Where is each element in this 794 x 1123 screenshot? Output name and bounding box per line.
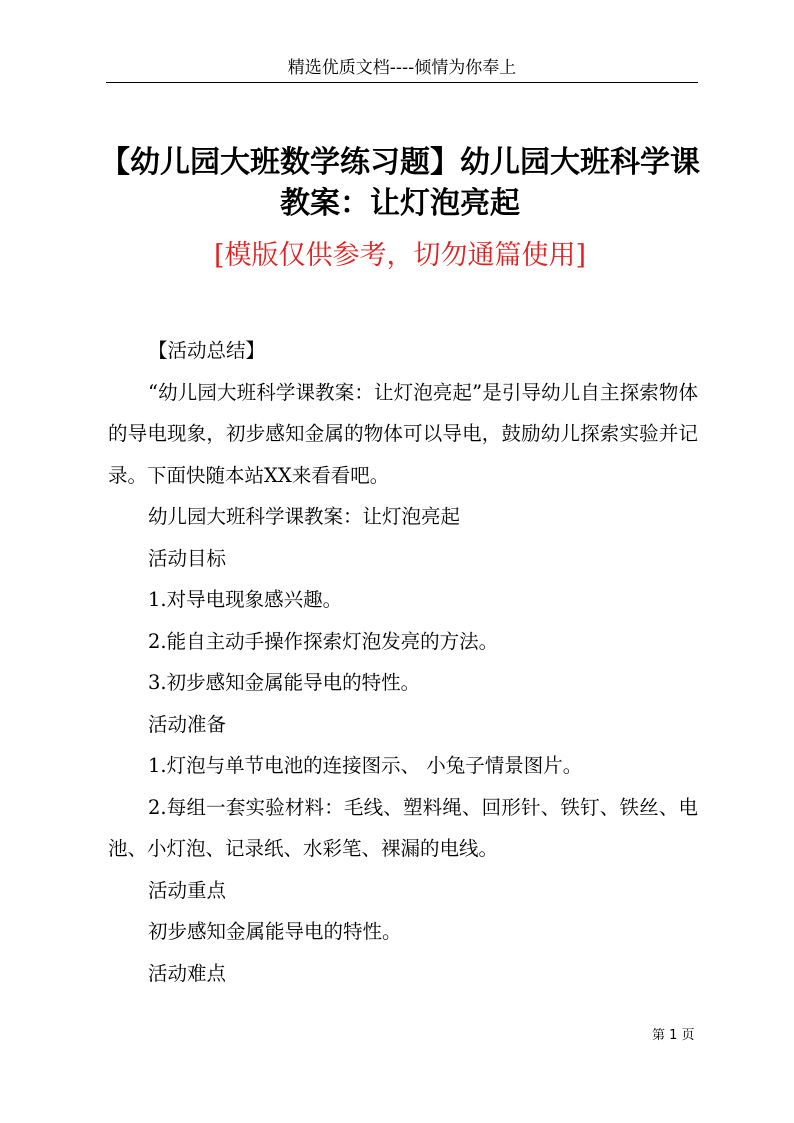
page-number: 第 1 页 — [652, 1028, 695, 1043]
document-title — [100, 142, 700, 224]
preparation-item: 1.灯泡与单节电池的连接图示、 小兔子情景图片。 — [148, 754, 583, 777]
preparation-item: 2.每组一套实验材料：毛线、塑料绳、回形针、铁钉、铁丝、电池、小灯泡、记录纸、水彩笔、裸漏的电线。 — [108, 795, 698, 860]
section-heading-preparation: 活动准备 — [148, 712, 227, 736]
key-point-text: 初步感知金属能导电的特性。 — [148, 920, 402, 943]
goal-item: 2.能自主动手操作探索灯泡发亮的方法。 — [148, 629, 499, 653]
template-notice: [模版仅供参考，切勿通篇使用] — [213, 240, 587, 271]
goal-item: 3.初步感知金属能导电的特性。 — [148, 671, 421, 694]
section-heading-summary: 【活动总结】 — [148, 339, 266, 362]
intro-paragraph: “幼儿园大班科学课教案：让灯泡亮起”是引导幼儿自主探索物体的导电现象，初步感知金属的物体可以导电，鼓励幼儿探索实验并记录。下面快随本站XX来看看吧。 — [108, 380, 698, 487]
title-line-1: 【幼儿园大班数学练习题】幼儿园大班科学课 — [100, 145, 700, 180]
header-divider — [106, 82, 698, 83]
section-heading-goals: 活动目标 — [148, 546, 227, 570]
section-heading-difficulty: 活动难点 — [148, 961, 227, 985]
section-heading-key-point: 活动重点 — [148, 878, 227, 902]
goal-item: 1.对导电现象感兴趣。 — [148, 588, 343, 611]
document-body — [108, 330, 698, 994]
lesson-title: 幼儿园大班科学课教案：让灯泡亮起 — [148, 505, 461, 528]
page-header: 精选优质文档----倾情为你奉上 — [287, 58, 517, 78]
title-line-2: 教案：让灯泡亮起 — [280, 186, 520, 221]
